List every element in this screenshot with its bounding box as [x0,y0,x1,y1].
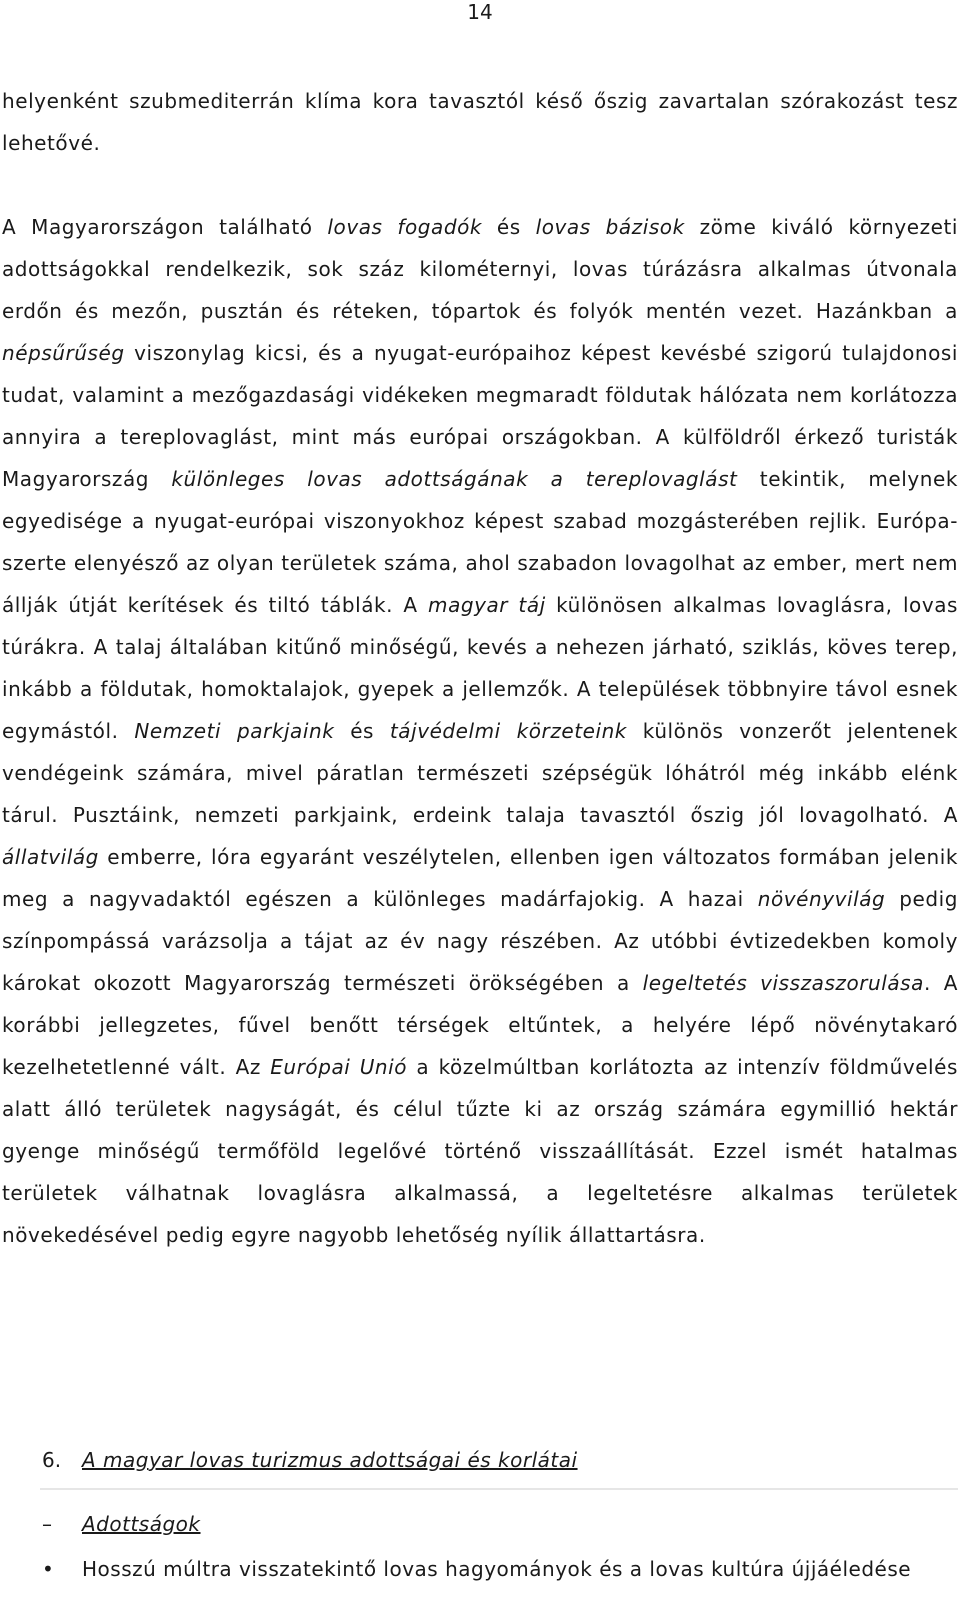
italic-term: állatvilág [2,845,99,869]
text-run: zöme kiváló környezeti adottságokkal rendelkezik, sok száz kilométernyi, lovas túrázásra alkalmas útvonala erdőn és mezőn, pusztán és réteken, tópartok és folyók mentén vezet. Hazánkban a [2,215,958,323]
text-run: és [334,719,390,743]
text-run: tekintik, melynek egyedisége a nyugat-európai viszonyokhoz képest szabad mozgásterében rejlik. Európa-szerte elenyésző az olyan területek száma, ahol szabadon lovagolhat az ember, mert nem állják útját kerítések és tiltó táblák. A [2,467,958,617]
text-run: emberre, lóra egyaránt veszélytelen, ellenben igen változatos formában jelenik meg a nagyvadaktól egészen a különleges madárfajokig. A hazai [2,845,958,911]
italic-term: növényvilág [757,887,886,911]
text-run: . A korábbi jellegzetes, fűvel benőtt térségek eltűntek, a helyére lépő növénytakaró kezelhetetlenné vált. Az [2,971,958,1079]
text-run: különös vonzerőt jelentenek vendégeink számára, mivel páratlan természeti szépségük lóhátról még inkább elénk tárul. Pusztáink, nemzeti parkjaink, erdeink talaja tavasztól őszig jól lovagolható. A [2,719,958,827]
italic-term: lovas bázisok [535,215,685,239]
italic-term: tájvédelmi körzeteink [389,719,627,743]
italic-term: Európai Unió [270,1055,408,1079]
text-run: különösen alkalmas lovaglásra, lovas túrákra. A talaj általában kitűnő minőségű, kevés a nehezen járható, sziklás, köves terep, inkább a földutak, homoktalajok, gyepek a jellemzők. A települések többnyire távol esnek egymástól. [2,593,958,743]
italic-term: lovas fogadók [327,215,482,239]
list-item-bullet [42,1548,958,1590]
page-number: 14 [467,0,493,24]
section-divider [40,1488,958,1490]
section-title: A magyar lovas turizmus adottságai és korlátai [82,1448,578,1472]
dash-marker: – [42,1512,52,1536]
italic-term: különleges lovas adottságának a tereplovaglást [171,467,738,491]
text-run: viszonylag kicsi, és a nyugat-európaihoz képest kevésbé szigorú tulajdonosi tudat, valamint a mezőgazdasági vidékeken megmaradt földutak hálózata nem korlátozza annyira a tereplovaglást, mint más európai országokban. A külföldről érkező turisták Magyarország [2,341,958,491]
italic-term: Nemzeti parkjaink [134,719,335,743]
paragraph-intro: helyenként szubmediterrán klíma kora tavasztól késő őszig zavartalan szórakozást tesz lehetővé. [2,89,958,155]
text-run: A Magyarországon található [2,215,328,239]
paragraph-main [2,206,958,1256]
italic-term: magyar táj [428,593,546,617]
text-run: és [481,215,536,239]
section-heading [42,1446,578,1474]
text-run: pedig színpompássá varázsolja a tájat az év nagy részében. Az utóbbi évtizedekben komoly károkat okozott Magyarország természeti örökségében a [2,887,958,995]
list-item-dash [42,1510,201,1538]
bullet-marker: • [42,1557,54,1581]
text-run: a közelmúltban korlátozta az intenzív földművelés alatt álló területek nagyságát, és célul tűzte ki az ország számára egymillió hektár gyenge minőségű termőföld legelővé történő visszaállítását. Ezzel ismét hatalmas területek válhatnak lovaglásra alkalmassá, a legeltetésre alkalmas területek növekedésével pedig egyre nagyobb lehetőség nyílik állattartásra. [2,1055,958,1247]
italic-term: népsűrűség [2,341,125,365]
list-item-label: Adottságok [82,1512,201,1536]
list-item-text: Hosszú múltra visszatekintő lovas hagyományok és a lovas kultúra újjáéledése [82,1557,912,1581]
section-number: 6. [42,1448,62,1472]
italic-term: legeltetés visszaszorulása [642,971,924,995]
